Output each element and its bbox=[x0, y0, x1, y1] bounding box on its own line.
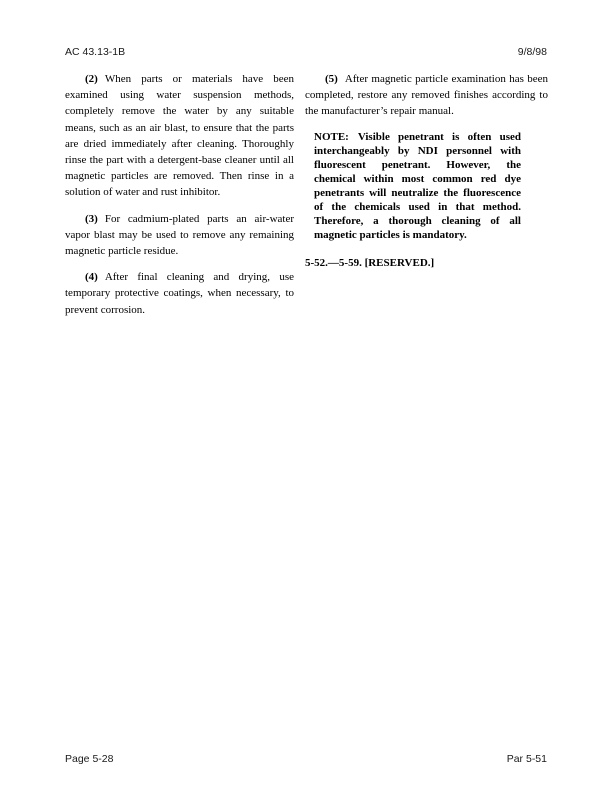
paragraph-3-text: For cadmium-plated parts an air-water vapor blast may be used to remove any remaining magnetic particle residue. bbox=[65, 212, 294, 258]
paragraph-2 bbox=[65, 71, 294, 201]
footer-paragraph-ref: Par 5-51 bbox=[506, 753, 547, 765]
page-header bbox=[65, 46, 547, 58]
paragraph-5-text: After magnetic particle examination has been completed, restore any removed finishes according to the manufacturer’s repair manual. bbox=[305, 73, 548, 118]
paragraph-2-text: When parts or materials have been examined using water suspension methods, completely remove the water by any suitable means, such as an air blast, to ensure that the parts are dried immediately after cleaning. Thoroughly rinse the part with a detergent-base cleaner until all magnetic particles are removed. Then rinse in a solution of water and rust inhibitor. bbox=[65, 73, 294, 199]
note-label: NOTE: bbox=[314, 130, 349, 143]
paragraph-5 bbox=[305, 71, 548, 120]
paragraph-2-number: (2) bbox=[85, 73, 98, 85]
header-doc-number: AC 43.13-1B bbox=[65, 46, 126, 58]
reserved-heading: 5-52.—5-59. [RESERVED.] bbox=[305, 256, 435, 269]
right-column bbox=[305, 71, 548, 318]
paragraph-3-number: (3) bbox=[85, 212, 98, 225]
paragraph-3 bbox=[65, 211, 294, 260]
page-footer bbox=[65, 753, 547, 765]
header-date: 9/8/98 bbox=[517, 46, 547, 58]
left-column bbox=[65, 71, 294, 318]
note-text: Visible penetrant is often used interchangeably by NDI personnel with fluorescent penetrant. However, the chemical within most common red dye penetrants will neutralize the fluorescence of the chemicals used in that method. Therefore, a thorough cleaning of all magnetic particles is mandatory. bbox=[314, 130, 521, 241]
paragraph-4 bbox=[65, 269, 294, 318]
paragraph-4-text: After final cleaning and drying, use temporary protective coatings, when necessary, to prevent corrosion. bbox=[65, 271, 294, 316]
paragraph-5-number: (5) bbox=[325, 73, 338, 85]
body-columns bbox=[65, 71, 548, 318]
note-block bbox=[314, 130, 521, 242]
footer-page-number: Page 5-28 bbox=[65, 753, 114, 765]
paragraph-4-number: (4) bbox=[85, 271, 98, 284]
